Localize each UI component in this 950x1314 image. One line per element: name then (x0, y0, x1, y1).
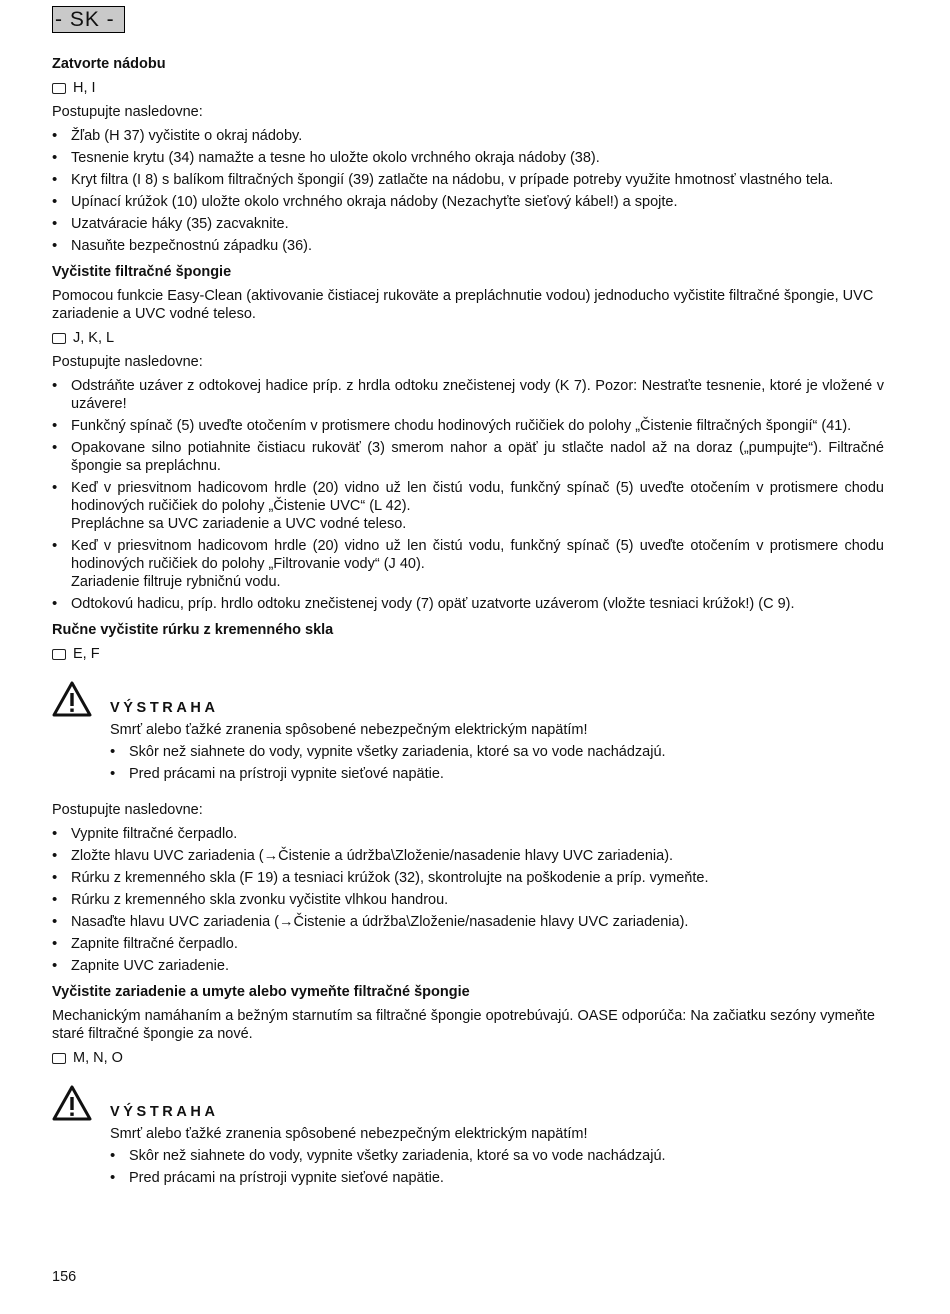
book-icon (52, 649, 66, 660)
list-item: • Nasaďte hlavu UVC zariadenia (→Čistenie a údržba\Zloženie/nasadenie hlavy UVC zariadenia). (52, 913, 884, 931)
language-tag: - SK - (52, 6, 125, 33)
list-item: • Opakovane silno potiahnite čistiacu rukoväť (3) smerom nahor a opäť ju stlačte nadol až na doraz („pumpujte“). Filtračné špongie sa prepláchnu. (52, 439, 884, 475)
warning-title: VÝSTRAHA (110, 1104, 219, 1120)
procedure-intro: Postupujte nasledovne: (52, 104, 203, 120)
figure-reference (52, 329, 884, 347)
figure-reference (52, 79, 884, 97)
figure-reference-label: M, N, O (73, 1050, 123, 1066)
figure-reference-label: H, I (73, 80, 96, 96)
step-list (52, 127, 884, 255)
page-number: 156 (52, 1269, 77, 1285)
section-heading-clean-sponges: Vyčistite filtračné špongie (52, 264, 232, 280)
list-item: • Keď v priesvitnom hadicovom hrdle (20) vidno už len čistú vodu, funkčný spínač (5) uveďte otočením v protismere chodu hodinových ručičiek do polohy „Čistenie UVC“ (L 42). Prepláchne sa UVC zariadenie a UVC vodné teleso. (52, 479, 884, 533)
list-item: • Pred prácami na prístroji vypnite sieťové napätie. (110, 1169, 884, 1187)
list-item: • Keď v priesvitnom hadicovom hrdle (20) vidno už len čistú vodu, funkčný spínač (5) uveďte otočením v protismere chodu hodinových ručičiek do polohy „Filtrovanie vody“ (J 40). Zariadenie filtruje rybničnú vodu. (52, 537, 884, 591)
list-item: • Zapnite filtračné čerpadlo. (52, 935, 884, 953)
list-item: • Funkčný spínač (5) uveďte otočením v protismere chodu hodinových ručičiek do polohy „Čistenie filtračných špongií“ (41). (52, 417, 884, 435)
list-item: • Pred prácami na prístroji vypnite sieťové napätie. (110, 765, 884, 783)
book-icon (52, 83, 66, 94)
step-list (52, 377, 884, 613)
section-paragraph: Mechanickým namáhaním a bežným starnutím sa filtračné špongie opotrebúvajú. OASE odporúča: Na začiatku sezóny vymeňte staré filtračné špongie za nové. (52, 1008, 875, 1042)
warning-box (52, 681, 884, 787)
list-item: • Žľab (H 37) vyčistite o okraj nádoby. (52, 127, 884, 145)
warning-text: Smrť alebo ťažké zranenia spôsobené nebezpečným elektrickým napätím! (110, 722, 588, 738)
book-icon (52, 333, 66, 344)
list-item: • Skôr než siahnete do vody, vypnite všetky zariadenia, ktoré sa vo vode nachádzajú. (110, 743, 884, 761)
list-item: • Zložte hlavu UVC zariadenia (→Čistenie a údržba\Zloženie/nasadenie hlavy UVC zariadenia). (52, 847, 884, 865)
section-heading-replace-sponges: Vyčistite zariadenie a umyte alebo vymeňte filtračné špongie (52, 984, 470, 1000)
book-icon (52, 1053, 66, 1064)
list-item: • Zapnite UVC zariadenie. (52, 957, 884, 975)
procedure-intro: Postupujte nasledovne: (52, 354, 203, 370)
list-item: • Rúrku z kremenného skla zvonku vyčistite vlhkou handrou. (52, 891, 884, 909)
warning-triangle-icon (52, 1085, 92, 1121)
list-item: • Odstráňte uzáver z odtokovej hadice príp. z hrdla odtoku znečistenej vody (K 7). Pozor: Nestraťte tesnenie, ktoré je vložené v uzávere! (52, 377, 884, 413)
list-item: • Tesnenie krytu (34) namažte a tesne ho uložte okolo vrchného okraja nádoby (38). (52, 149, 884, 167)
list-item: • Kryt filtra (I 8) s balíkom filtračných špongií (39) zatlačte na nádobu, v prípade potreby využite hmotnosť vlastného tela. (52, 171, 884, 189)
warning-text: Smrť alebo ťažké zranenia spôsobené nebezpečným elektrickým napätím! (110, 1126, 588, 1142)
list-item: • Nasuňte bezpečnostnú západku (36). (52, 237, 884, 255)
list-item: • Upínací krúžok (10) uložte okolo vrchného okraja nádoby (Nezachyťte sieťový kábel!) a spojte. (52, 193, 884, 211)
figure-reference (52, 645, 884, 663)
warning-list (110, 743, 884, 783)
list-item: • Odtokovú hadicu, príp. hrdlo odtoku znečistenej vody (7) opäť uzatvorte uzáverom (vložte tesniaci krúžok!) (C 9). (52, 595, 884, 613)
list-item: • Uzatváracie háky (35) zacvaknite. (52, 215, 884, 233)
procedure-intro: Postupujte nasledovne: (52, 802, 203, 818)
list-item: • Vypnite filtračné čerpadlo. (52, 825, 884, 843)
figure-reference-label: E, F (73, 646, 100, 662)
warning-box (52, 1085, 884, 1191)
section-heading-clean-quartz: Ručne vyčistite rúrku z kremenného skla (52, 622, 334, 638)
figure-reference (52, 1049, 884, 1067)
list-item: • Skôr než siahnete do vody, vypnite všetky zariadenia, ktoré sa vo vode nachádzajú. (110, 1147, 884, 1165)
section-paragraph: Pomocou funkcie Easy-Clean (aktivovanie čistiacej rukoväte a prepláchnutie vodou) jednoducho vyčistite filtračné špongie, UVC zariadenie a UVC vodné teleso. (52, 288, 874, 322)
warning-title: VÝSTRAHA (110, 700, 219, 716)
section-heading-close-container: Zatvorte nádobu (52, 56, 166, 72)
document-page (52, 6, 884, 1205)
warning-triangle-icon (52, 681, 92, 717)
warning-list (110, 1147, 884, 1187)
figure-reference-label: J, K, L (73, 330, 115, 346)
list-item: • Rúrku z kremenného skla (F 19) a tesniaci krúžok (32), skontrolujte na poškodenie a príp. vymeňte. (52, 869, 884, 887)
step-list (52, 825, 884, 975)
